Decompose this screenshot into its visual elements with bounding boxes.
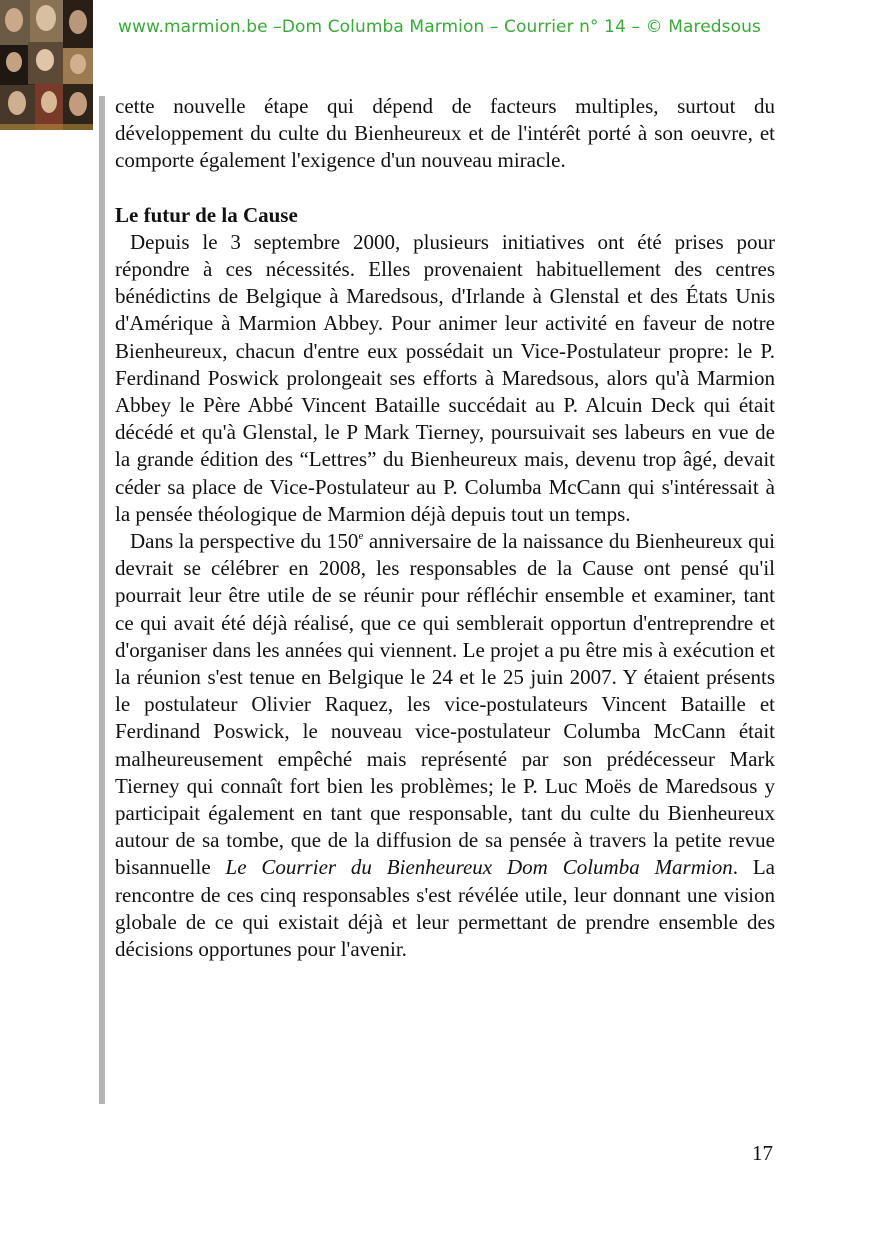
publication-title: Le Courrier du Bienheureux Dom Columba Marmion (225, 855, 733, 880)
collage-graphic (0, 0, 93, 130)
paragraph-3-text-b: anniversaire de la naissance du Bienheureux qui devrait se célébrer en 2008, les responsables de la Cause ont pensé qu'il pourrait leur être utile de se réunir pour réfléchir ensemble et examiner, tant ce qui avait été déjà réalisé, que ce qui semblerait opportun d'entreprendre et d'organiser dans les années qui viennent. Le projet a pu être mis à exécution et la réunion s'est tenue en Belgique le 24 et le 25 juin 2007. Y étaient présents le postulateur Olivier Raquez, les vice-postulateurs Vincent Bataille et Ferdinand Poswick, le nouveau vice-postulateur Columba McCann était malheureusement empêché mais représenté par son prédécesseur Mark Tierney qui connaît fort bien les problèmes; le P. Luc Moës de Maredsous y participait également en tant que responsable, tant du culte du Bienheureux autour de sa tombe, que de la diffusion de sa pensée à travers la petite revue bisannuelle (115, 529, 775, 880)
paragraph-3-text-a: Dans la perspective du 150 (130, 529, 359, 554)
paragraph-3 (115, 528, 775, 963)
header-line[interactable]: www.marmion.be –Dom Columba Marmion – Courrier n° 14 – © Maredsous (118, 17, 761, 37)
paragraph-1: cette nouvelle étape qui dépend de facteurs multiples, surtout du développement du culte du Bienheureux et de l'intérêt porté à son oeuvre, et comporte également l'exigence d'un nouveau miracle. (115, 94, 775, 173)
margin-bar (99, 96, 105, 1104)
paragraph-gap (115, 175, 775, 202)
section-title: Le futur de la Cause (115, 202, 298, 227)
portrait-collage-icon (0, 0, 93, 130)
ordinal-superscript: e (358, 530, 364, 543)
paragraph-2: Depuis le 3 septembre 2000, plusieurs initiatives ont été prises pour répondre à ces nécessités. Elles provenaient habituellement des centres bénédictins de Belgique à Maredsous, d'Irlande à Glenstal et des États Unis d'Amérique à Marmion Abbey. Pour animer leur activité en faveur de notre Bienheureux, chacun d'entre eux possédait un Vice-Postulateur propre: le P. Ferdinand Poswick prolongeait ses efforts à Maredsous, alors qu'à Marmion Abbey le Père Abbé Vincent Bataille succédait au P. Alcuin Deck qui était décédé et qu'à Glenstal, le P Mark Tierney, poursuivait ses labeurs en vue de la grande édition des “Lettres” du Bienheureux mais, devenu trop âgé, devait céder sa place de Vice-Postulateur au P. Columba McCann qui s'intéressait à la pensée théologique de Marmion déjà depuis tout un temps. (115, 229, 775, 526)
page-number: 17 (752, 1141, 773, 1165)
article-body (115, 93, 775, 963)
paragraph-3-text-c: . La rencontre de ces cinq responsables s'est révélée utile, leur donnant une vision globale de ce qui existait déjà et leur permettant de prendre ensemble des décisions opportunes pour l'avenir. (115, 855, 775, 962)
